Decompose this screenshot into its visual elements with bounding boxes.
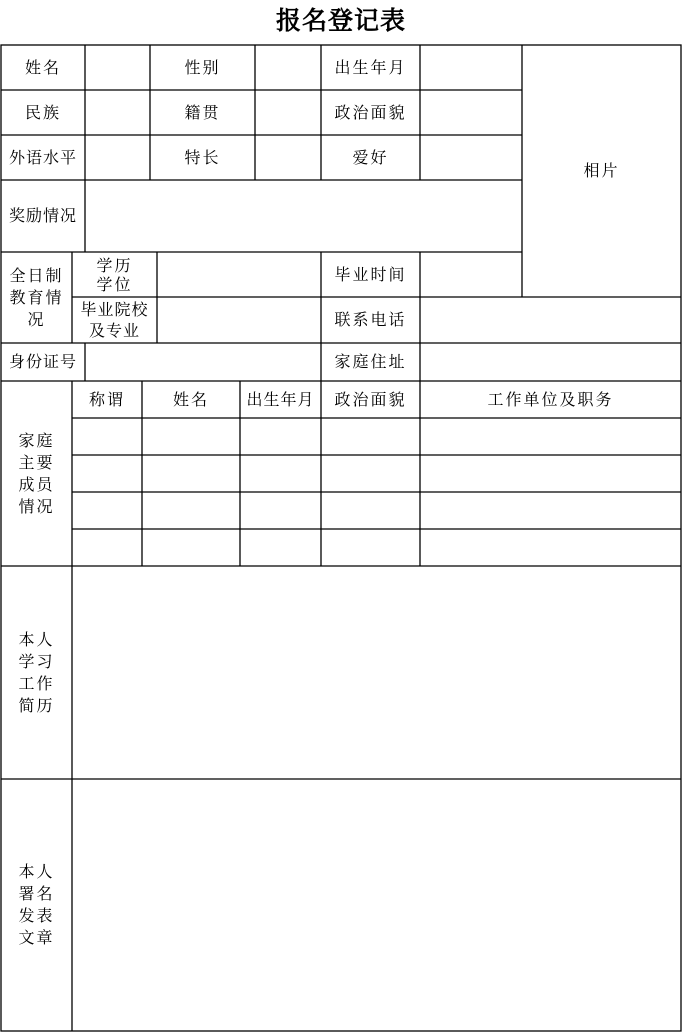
school-label-line2: 及专业: [88, 321, 140, 340]
family-row-1-political-status[interactable]: [321, 418, 420, 455]
family-section-label: [1, 381, 72, 566]
degree-label-line1: 学历: [96, 255, 133, 275]
school-label: [72, 297, 157, 343]
family-row-3-work-unit[interactable]: [420, 492, 681, 529]
family-row-4-political-status[interactable]: [321, 529, 420, 566]
name-field[interactable]: [85, 45, 150, 90]
graduation-time-label: 毕业时间: [334, 264, 407, 284]
graduation-time-field[interactable]: [420, 252, 522, 297]
hobby-field[interactable]: [420, 135, 522, 180]
family-row-2-birth[interactable]: [240, 455, 321, 492]
study-work-history-text: 本人学习工作简历: [18, 629, 55, 715]
id-number-field[interactable]: [85, 343, 321, 381]
specialty-field[interactable]: [255, 135, 321, 180]
study-work-history-label: [1, 566, 72, 779]
family-row-3-relation[interactable]: [72, 492, 142, 529]
family-section-text: 家庭主要成员情况: [18, 430, 55, 516]
hobby-label: 爱好: [352, 147, 389, 167]
foreign-language-field[interactable]: [85, 135, 150, 180]
family-row-2-name[interactable]: [142, 455, 240, 492]
political-status-label: 政治面貌: [334, 102, 407, 122]
id-number-label: 身份证号: [8, 352, 77, 371]
native-place-field[interactable]: [255, 90, 321, 135]
birth-field[interactable]: [420, 45, 522, 90]
photo-placeholder[interactable]: 相片: [583, 161, 620, 180]
family-row-1-work-unit[interactable]: [420, 418, 681, 455]
publications-text: 本人署名发表文章: [18, 862, 55, 947]
family-row-4-birth[interactable]: [240, 529, 321, 566]
family-header-birth: 出生年月: [246, 389, 315, 409]
family-header-work-unit: 工作单位及职务: [487, 389, 614, 409]
name-label: 姓名: [24, 57, 61, 77]
family-row-1-birth[interactable]: [240, 418, 321, 455]
publications-field[interactable]: [72, 779, 681, 1031]
political-status-field[interactable]: [420, 90, 522, 135]
family-row-3-birth[interactable]: [240, 492, 321, 529]
family-header-relation: 称谓: [88, 389, 125, 409]
foreign-language-label: 外语水平: [8, 147, 77, 167]
ethnicity-label: 民族: [24, 102, 61, 122]
family-header-political-status: 政治面貌: [334, 389, 407, 409]
family-row-2-relation[interactable]: [72, 455, 142, 492]
gender-label: 性别: [184, 57, 221, 77]
family-row-2-work-unit[interactable]: [420, 455, 681, 492]
specialty-label: 特长: [184, 147, 221, 167]
degree-label: [72, 252, 157, 297]
school-field[interactable]: [157, 297, 321, 343]
publications-label: [1, 779, 72, 1031]
ethnicity-field[interactable]: [85, 90, 150, 135]
family-row-4-work-unit[interactable]: [420, 529, 681, 566]
family-row-3-political-status[interactable]: [321, 492, 420, 529]
fulltime-education-text: 全日制教育情况: [9, 265, 64, 329]
native-place-label: 籍贯: [184, 102, 221, 122]
awards-label: 奖励情况: [8, 206, 77, 225]
family-row-1-name[interactable]: [142, 418, 240, 455]
family-row-3-name[interactable]: [142, 492, 240, 529]
phone-field[interactable]: [420, 297, 681, 343]
address-field[interactable]: [420, 343, 681, 381]
family-header-name: 姓名: [172, 389, 209, 409]
fulltime-education-label: [1, 252, 72, 343]
birth-label: 出生年月: [334, 57, 407, 77]
family-row-4-relation[interactable]: [72, 529, 142, 566]
form-title: 报名登记表: [275, 6, 406, 35]
family-row-4-name[interactable]: [142, 529, 240, 566]
family-row-1-relation[interactable]: [72, 418, 142, 455]
degree-label-line2: 学位: [96, 274, 133, 294]
school-label-line1: 毕业院校: [80, 300, 149, 319]
address-label: 家庭住址: [334, 352, 407, 371]
phone-label: 联系电话: [334, 310, 407, 329]
gender-field[interactable]: [255, 45, 321, 90]
awards-field[interactable]: [85, 180, 522, 252]
family-row-2-political-status[interactable]: [321, 455, 420, 492]
study-work-history-field[interactable]: [72, 566, 681, 779]
degree-field[interactable]: [157, 252, 321, 297]
